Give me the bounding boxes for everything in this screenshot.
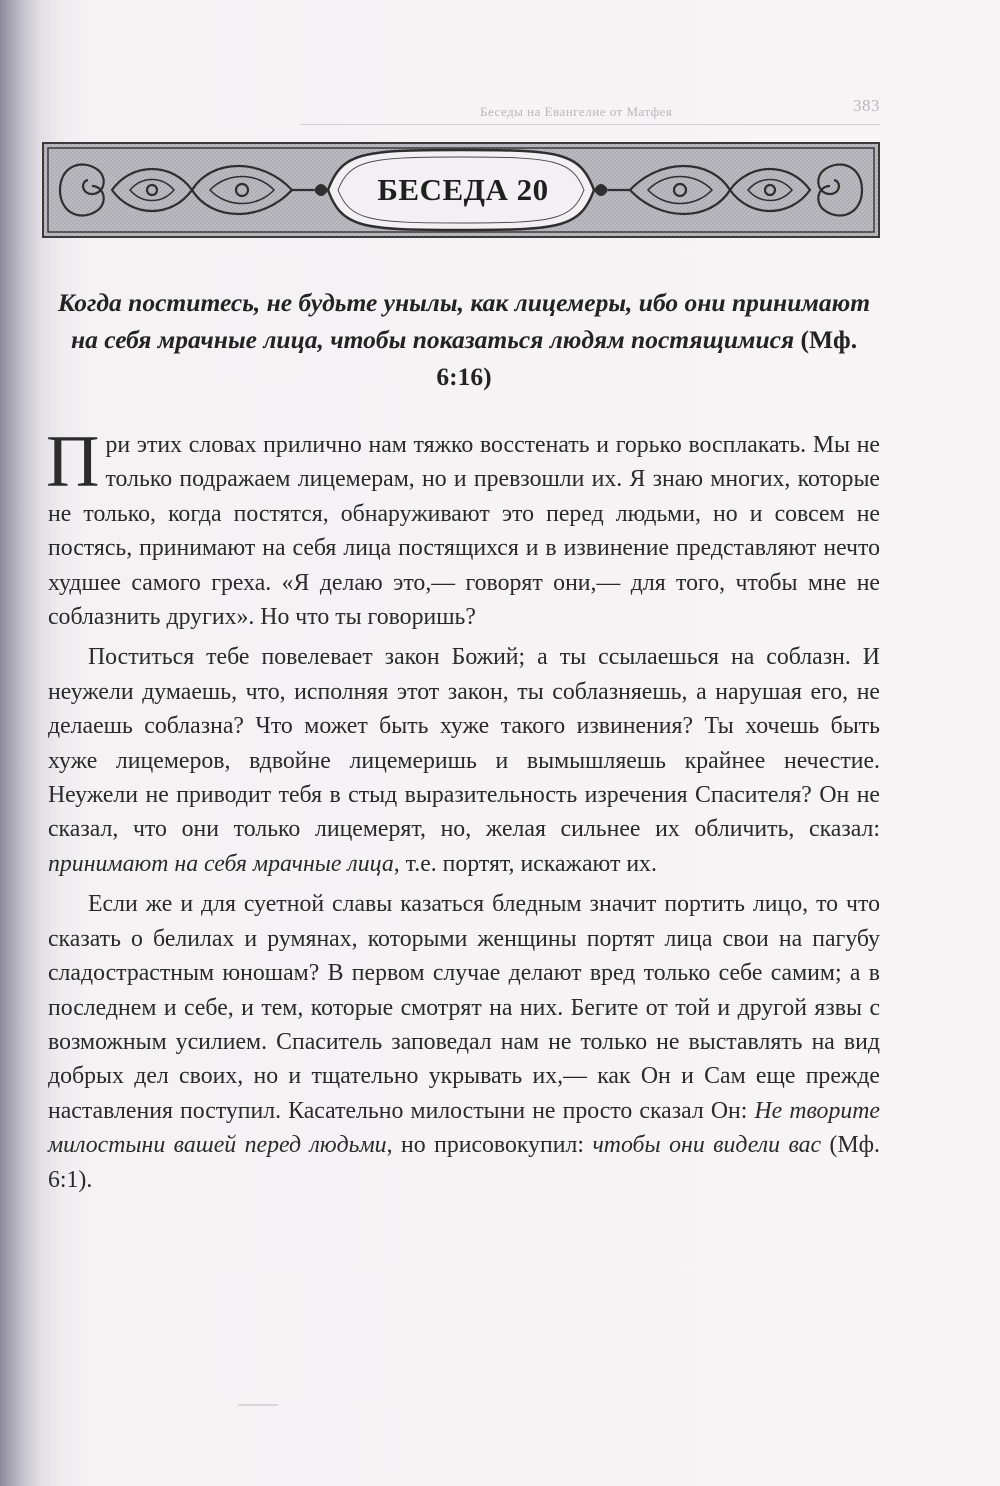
epigraph-quote: Когда поститесь, не будьте унылы, как лицемеры, ибо они принимают на себя мрачные лица, чтобы показаться людям постящимися <box>57 288 871 354</box>
paragraph-3-text: Если же и для суетной славы казаться бледным значит портить лицо, то что сказать о белилах и румянах, которыми женщины портят лица свои на пагубу сладострастным юношам? В первом случае делают вред только себе самим; а в последнем и себе, и тем, которые смотрят на них. Бегите от той и другой язвы с возможным усилием. Спаситель заповедал нам не только не выставлять на вид добрых дел своих, но и тщательно укрывать их,— как Он и Сам еще прежде наставления поступил. Касательно милостыни не просто сказал Он: <box>48 891 880 1124</box>
paragraph-2-italic: принимают на себя мрачные лица <box>48 850 394 877</box>
drop-cap: П <box>46 421 100 503</box>
paragraph-3 <box>48 887 880 1197</box>
running-head-title: Беседы на Евангелие от Матфея <box>480 104 673 119</box>
epigraph-reference: (Мф. 6:16) <box>436 325 858 391</box>
chapter-banner <box>42 142 880 238</box>
running-head <box>300 96 880 125</box>
chapter-title: БЕСЕДА 20 <box>377 172 549 207</box>
bottom-mark <box>238 1404 278 1406</box>
paragraph-1 <box>46 421 880 634</box>
paragraph-3-tail: (Мф. 6:1). <box>48 1132 880 1193</box>
paragraph-3-mid: , но присовокупил: <box>386 1132 593 1159</box>
paragraph-3-italic-2: чтобы они видели вас <box>592 1132 822 1159</box>
epigraph <box>48 284 880 395</box>
paragraph-2-text: Поститься тебе повелевает закон Божий; а ты ссылаешься на соблазн. И неужели думаешь, что, исполняя этот закон, ты соблазняешь, а нарушая его, не делаешь соблазна? Что может быть хуже такого извинения? Ты хочешь быть хуже лицемеров, вдвойне лицемеришь и вымышляешь крайнее нечестие. Неужели не приводит тебя в стыд выразительность изречения Спасителя? Он не сказал, что они только лицемерят, но, желая сильнее их обличить, сказал: <box>48 644 880 843</box>
page-number: 383 <box>853 96 880 115</box>
paragraph-1-text: ри этих словах прилично нам тяжко восстенать и горько восплакать. Мы не только подражаем лицемерам, но и превзошли их. Я знаю многих, которые не только, когда постятся, обнаруживают это перед людьми, но и совсем не постясь, принимают на себя лица постящихся и в извинение представляют нечто худшее самого греха. «Я делаю это,— говорят они,— для того, чтобы мне не соблазнить других». Но что ты говоришь? <box>48 432 880 631</box>
body-text <box>46 421 880 1203</box>
paragraph-2 <box>48 640 880 881</box>
paragraph-2-tail: , т.е. портят, искажают их. <box>393 850 657 877</box>
paragraph-3-italic: Не творите милостыни вашей перед людьми <box>48 1097 880 1159</box>
